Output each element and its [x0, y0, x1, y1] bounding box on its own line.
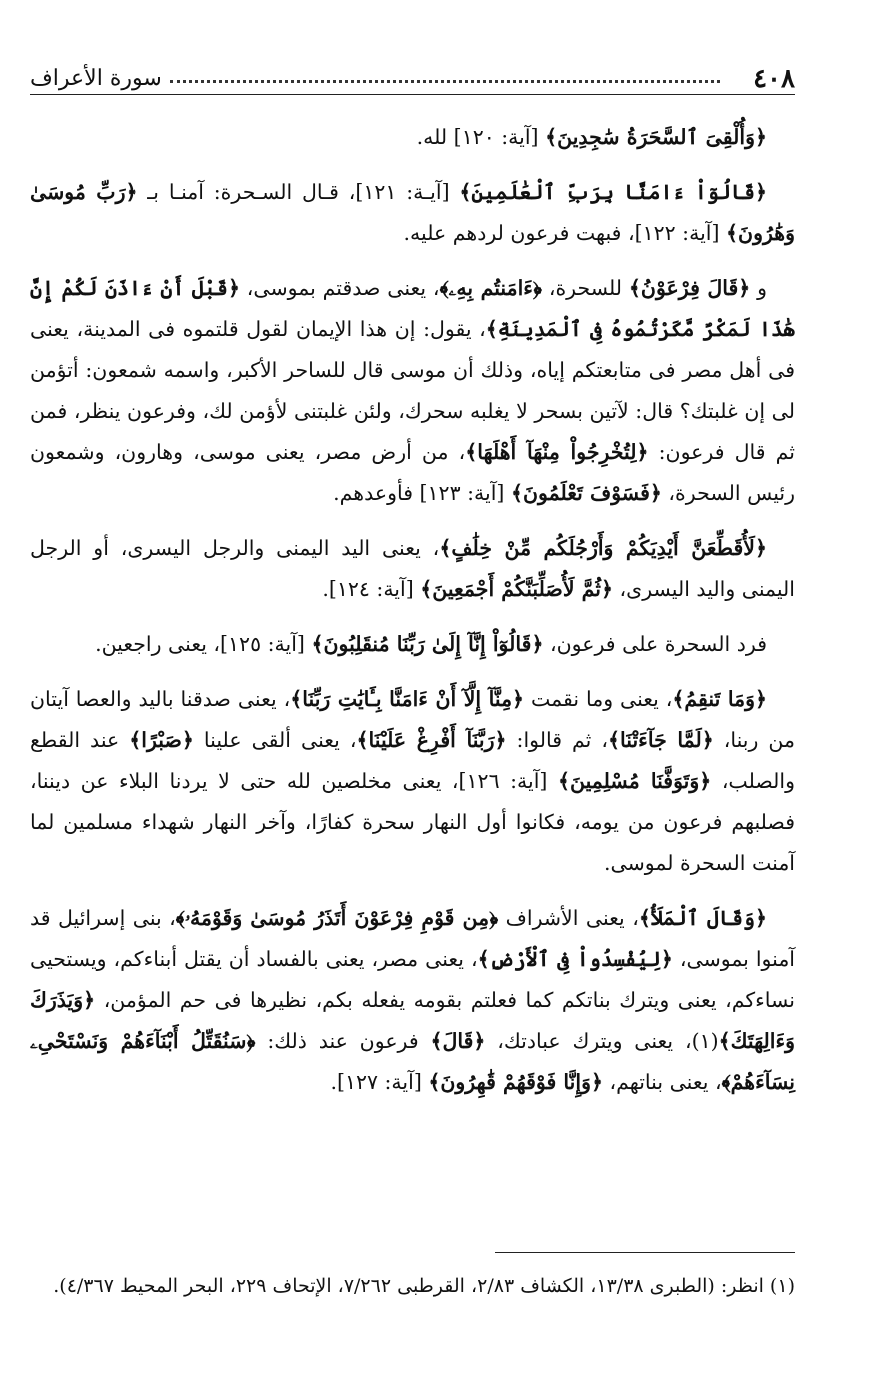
quran-verse: ﴿وَقَالَ ٱلْمَلَأُ﴾ [638, 906, 767, 930]
quran-verse: ﴿قَالُوٓاْ ءَامَنَّا بِرَبِّ ٱلْعَٰلَمِينَ﴾ [459, 180, 767, 204]
paragraph [30, 898, 795, 1103]
quran-verse: ﴿لِتُخْرِجُواْ مِنْهَآ أَهْلَهَا﴾ [465, 440, 649, 464]
commentary-text: ، يعنى صدقنا باليد والعصا آيتان من ربنا، [30, 687, 796, 752]
quran-verse: ﴿مِن قَوْمِ فِرْعَوْنَ أَتَذَرُ مُوسَىٰ وَقَوْمَهُۥ﴾ [175, 906, 499, 930]
commentary-text: ، يعنى مصر، يعنى بالفساد أن يقتل أبناءكم، ويستحيى نساءكم، يعنى ويترك بناتكم كما فعلتم بقومه يفعله بكم، نظيرها فى حم المؤمن، [30, 947, 795, 1012]
header-leader-dots [170, 80, 720, 83]
quran-verse: ﴿وَمَا تَنقِمُ﴾ [672, 687, 767, 711]
quran-verse: ﴿وَتَوَفَّنَا مُسْلِمِينَ﴾ [557, 769, 712, 793]
quran-verse: ﴿سَنُقَتِّلُ أَبْنَآءَهُمْ وَنَسْتَحْىِۦ نِسَآءَهُمْ﴾ [30, 1029, 795, 1094]
quran-verse: ﴿لِيُفْسِدُواْ فِى ٱلْأَرْضِ﴾ [477, 947, 673, 971]
quran-verse: ﴿ءَامَنتُم بِهِۦ﴾ [439, 276, 542, 300]
commentary-text: [آية: ١٢٢]، فبهت فرعون لردهم عليه. [403, 221, 726, 245]
footnote: (١) انظر: (الطبرى ١٣/٣٨، الكشاف ٢/٨٣، القرطبى ٧/٢٦٢، الإتحاف ٢٢٩، البحر المحيط ٤/٣٦٧). [53, 1275, 795, 1297]
quran-verse: ﴿وَيَذَرَكَ وَءَالِهَتَكَ﴾ [30, 988, 795, 1053]
quran-verse: ﴿قَالُوٓاْ إِنَّآ إِلَىٰ رَبِّنَا مُنقَلِبُونَ﴾ [311, 632, 544, 656]
quran-verse: ﴿وَإِنَّا فَوْقَهُمْ قَٰهِرُونَ﴾ [428, 1070, 603, 1094]
paragraph [30, 268, 795, 514]
paragraph [30, 528, 795, 610]
commentary-text: ، يعنى صدقتم بموسى، [239, 276, 440, 300]
commentary-text: [آية: ١٢٣] فأوعدهم. [333, 481, 511, 505]
paragraph [30, 679, 795, 884]
commentary-text: (١)، يعنى ويترك عبادتك، [485, 1029, 719, 1053]
commentary-text: عند القطع والصلب، [30, 728, 795, 793]
paragraph [30, 117, 795, 158]
paragraph [30, 172, 795, 254]
quran-verse: ﴿فَسَوْفَ تَعْلَمُونَ﴾ [510, 481, 662, 505]
commentary-text: [آيـة: ١٢١]، قـال السـحرة: آمنـا بـ [137, 180, 460, 204]
commentary-text: [آية: ١٢٥]، يعنى راجعين. [95, 632, 312, 656]
commentary-text: ، يعنى وما نقمت [524, 687, 673, 711]
chapter-title: سورة الأعراف [30, 66, 162, 91]
commentary-text: [آية: ١٢٠] لله. [416, 125, 546, 149]
quran-verse: ﴿لَمَّا جَآءَتْنَا﴾ [608, 728, 714, 752]
commentary-text: ، يقول: إن هذا الإيمان لقول قلتموه فى المدينة، يعنى فى أهل مصر فى متابعتكم إياه، وذلك أن موسى قال للساحر الأكبر، واسمه شمعون: أتؤمن لى إن غلبتك؟ قال: لآتين بسحر لا يغلبه سحرك، ولئن غلبتنى لأؤمن لك، وفرعون ينظر، فمن ثم قال فرعون: [30, 317, 796, 464]
commentary-text: ، من أرض مصر، يعنى موسى، وهارون، وشمعون رئيس السحرة، [30, 440, 795, 505]
quran-verse: ﴿ثُمَّ لَأُصَلِّبَنَّكُمْ أَجْمَعِينَ﴾ [420, 577, 614, 601]
commentary-text: [آية: ١٢٤]. [322, 577, 421, 601]
quran-verse: ﴿رَبِّ مُوسَىٰ وَهَٰرُونَ﴾ [30, 180, 795, 245]
commentary-text: ، يعنى الأشراف [498, 906, 639, 930]
commentary-text: للسحرة، [542, 276, 629, 300]
commentary-text: ، يعنى اليد اليمنى والرجل اليسرى، أو الرجل اليمنى واليد اليسرى، [30, 536, 795, 601]
commentary-text: و [750, 276, 768, 300]
paragraph [30, 624, 795, 665]
quran-verse: ﴿مِنَّآ إِلَّآ أَنْ ءَامَنَّا بِـَٔايَٰتِ رَبِّنَا﴾ [290, 687, 525, 711]
commentary-text: فرد السحرة على فرعون، [543, 632, 767, 656]
footnote-divider [495, 1252, 795, 1253]
page-header [30, 50, 795, 95]
page-body [30, 117, 795, 1103]
quran-verse: ﴿قَبْلَ أَنْ ءَاذَنَ لَكُمْ إِنَّ هَٰذَا لَمَكْرٌ مَّكَرْتُمُوهُ فِى ٱلْمَدِينَةِ﴾ [30, 276, 795, 341]
quran-verse: ﴿قَالَ فِرْعَوْنُ﴾ [628, 276, 751, 300]
quran-verse: ﴿لَأُقَطِّعَنَّ أَيْدِيَكُمْ وَأَرْجُلَكُم مِّنْ خِلَٰفٍ﴾ [439, 536, 768, 560]
commentary-text: ، يعنى ألقى علينا [193, 728, 357, 752]
commentary-text: ، بنى إسرائيل قد آمنوا بموسى، [30, 906, 795, 971]
commentary-text: فرعون عند ذلك: [255, 1029, 431, 1053]
commentary-text: ، يعنى بناتهم، [602, 1070, 722, 1094]
quran-verse: ﴿صَبْرًا﴾ [129, 728, 194, 752]
quran-verse: ﴿قَالَ﴾ [430, 1029, 486, 1053]
quran-verse: ﴿وَأُلْقِىَ ٱلسَّحَرَةُ سَٰجِدِينَ﴾ [545, 125, 767, 149]
book-page [30, 50, 795, 1350]
page-number: ٤٠٨ [753, 64, 795, 94]
quran-verse: ﴿رَبَّنَآ أَفْرِغْ عَلَيْنَا﴾ [356, 728, 507, 752]
commentary-text: [آية: ١٢٦]، يعنى مخلصين لله حتى لا يردنا البلاء عن ديننا، فصلبهم فرعون من يومه، فكانوا أول النهار سحرة كفارًا، وآخر النهار شهداء مسلمين لما آمنت السحرة لموسى. [30, 769, 795, 875]
commentary-text: ، ثم قالوا: [506, 728, 609, 752]
commentary-text: [آية: ١٢٧]. [330, 1070, 429, 1094]
